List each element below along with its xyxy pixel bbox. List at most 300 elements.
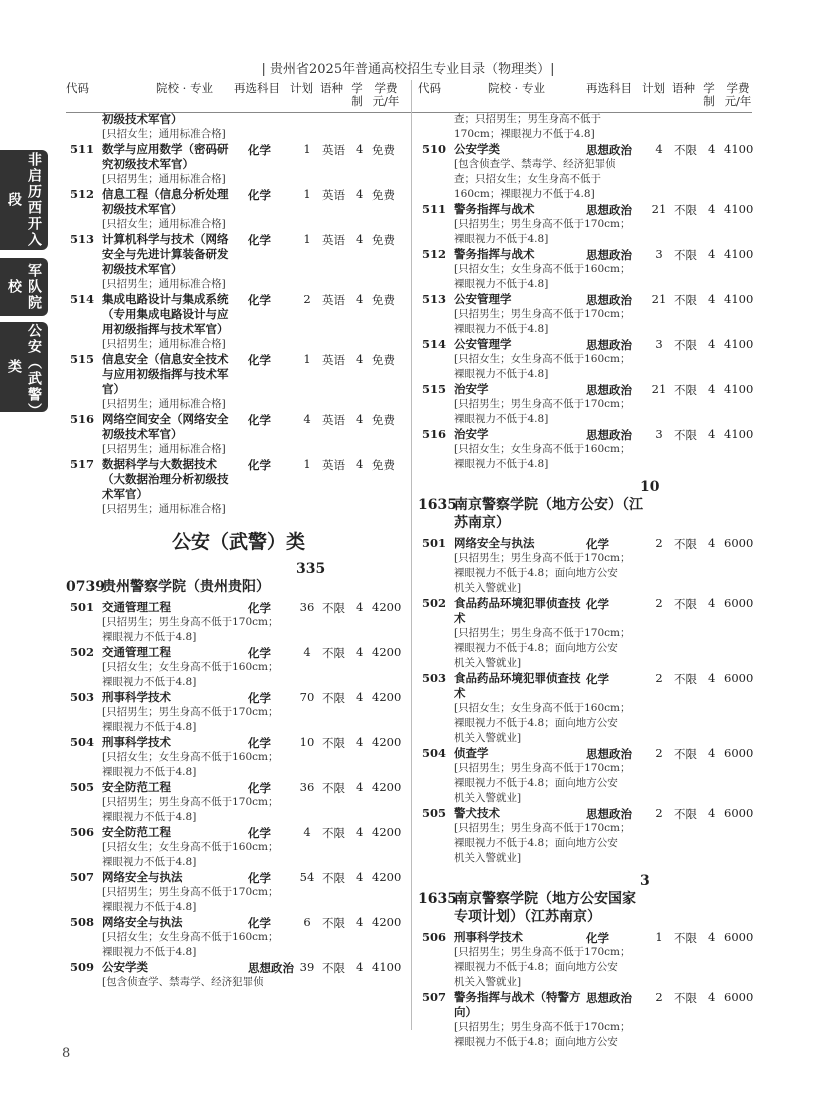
entry-plan: 1 bbox=[303, 352, 311, 366]
entry-code: 514 bbox=[421, 337, 446, 351]
entry-subject: 思想政治 bbox=[586, 143, 632, 157]
entry-subject: 化学 bbox=[586, 931, 609, 945]
entry-subject: 思想政治 bbox=[586, 383, 632, 397]
list-item bbox=[418, 746, 763, 806]
entry-plan: 6 bbox=[303, 915, 311, 929]
entry-subject: 思想政治 bbox=[586, 991, 632, 1005]
entry-name: 集成电路设计与集成系统 （专用集成电路设计与应 用初级指挥与技术军官） bbox=[102, 292, 229, 336]
entry-fee: 4100 bbox=[724, 427, 754, 441]
entry-lang: 英语 bbox=[322, 413, 345, 427]
entry-fee: 4200 bbox=[372, 915, 402, 929]
entry-years: 4 bbox=[708, 990, 716, 1004]
col-code: 代码 bbox=[418, 81, 441, 95]
entry-years: 4 bbox=[356, 412, 364, 426]
list-item bbox=[418, 990, 763, 1050]
col-school-major: 院校 · 专业 bbox=[488, 81, 545, 95]
column-divider bbox=[411, 80, 412, 1030]
entry-note: [只招男生；通用标准合格] bbox=[102, 173, 226, 185]
entry-name: 安全防范工程 bbox=[102, 780, 171, 794]
entry-note: [只招女生；女生身高不低于160cm； 裸眼视力不低于4.8] bbox=[102, 931, 279, 958]
entry-subject: 化学 bbox=[248, 353, 271, 367]
entry-years: 4 bbox=[708, 746, 716, 760]
school-name: 贵州警察学院（贵州贵阳） bbox=[102, 579, 270, 595]
entry-lang: 不限 bbox=[322, 601, 345, 615]
entry-code: 512 bbox=[421, 247, 446, 261]
col-lang: 语种 bbox=[320, 81, 343, 95]
entry-note: [只招男生；男生身高不低于170cm； 裸眼视力不低于4.8] bbox=[454, 398, 631, 425]
entry-subject: 思想政治 bbox=[586, 248, 632, 262]
column-header-right bbox=[418, 82, 763, 112]
entry-lang: 不限 bbox=[322, 646, 345, 660]
entry-lang: 不限 bbox=[674, 203, 697, 217]
list-item bbox=[418, 930, 763, 990]
entry-plan: 39 bbox=[299, 960, 315, 974]
col-plan: 计划 bbox=[290, 81, 313, 95]
entry-years: 4 bbox=[356, 187, 364, 201]
entry-note: 查；只招男生；男生身高不低于 170cm；裸眼视力不低于4.8] bbox=[454, 113, 601, 140]
entry-code: 505 bbox=[69, 780, 94, 794]
entry-note: [只招男生；男生身高不低于170cm； 裸眼视力不低于4.8；面向地方公安 机关入警就业] bbox=[454, 822, 631, 864]
entry-name: 侦查学 bbox=[454, 746, 489, 760]
entry-years: 4 bbox=[356, 915, 364, 929]
list-item bbox=[66, 780, 411, 825]
entry-fee: 免费 bbox=[372, 458, 395, 472]
entry-subject: 思想政治 bbox=[586, 293, 632, 307]
school-name: 南京警察学院（地方公安国家 专项计划）（江苏南京） bbox=[454, 891, 636, 925]
entry-fee: 免费 bbox=[372, 413, 395, 427]
entry-plan: 2 bbox=[655, 746, 663, 760]
entry-plan: 2 bbox=[655, 990, 663, 1004]
list-item bbox=[66, 142, 411, 187]
entry-fee: 4200 bbox=[372, 870, 402, 884]
entry-lang: 英语 bbox=[322, 293, 345, 307]
entry-years: 4 bbox=[708, 596, 716, 610]
entry-subject: 化学 bbox=[248, 601, 271, 615]
entry-code: 509 bbox=[69, 960, 94, 974]
list-item bbox=[418, 337, 763, 382]
entry-code: 501 bbox=[69, 600, 94, 614]
entry-name: 计算机科学与技术（网络 安全与先进计算装备研发 初级技术军官） bbox=[102, 232, 229, 276]
entry-name: 安全防范工程 bbox=[102, 825, 171, 839]
entry-lang: 英语 bbox=[322, 353, 345, 367]
entry-code: 515 bbox=[69, 352, 94, 366]
entry-years: 4 bbox=[708, 806, 716, 820]
entry-fee: 4100 bbox=[372, 960, 402, 974]
page-header: | 贵州省2025年普通高校招生专业目录（物理类）| bbox=[261, 62, 555, 77]
entry-plan: 1 bbox=[303, 142, 311, 156]
entry-lang: 不限 bbox=[322, 736, 345, 750]
entry-note: [只招男生；通用标准合格] bbox=[102, 503, 226, 515]
entry-fee: 4100 bbox=[724, 292, 754, 306]
entry-note: [只招男生；男生身高不低于170cm； 裸眼视力不低于4.8] bbox=[102, 706, 279, 733]
left-column bbox=[66, 112, 411, 990]
entry-subject: 思想政治 bbox=[586, 203, 632, 217]
entry-note: [只招女生；女生身高不低于160cm； 裸眼视力不低于4.8] bbox=[454, 353, 631, 380]
entry-fee: 4200 bbox=[372, 780, 402, 794]
entry-code: 504 bbox=[421, 746, 446, 760]
col-fee: 学费 元/年 bbox=[724, 81, 752, 108]
entry-code: 512 bbox=[69, 187, 94, 201]
entry-lang: 不限 bbox=[674, 293, 697, 307]
school-code: 1635 bbox=[418, 497, 457, 513]
school-total: 3 bbox=[640, 873, 650, 889]
entry-years: 4 bbox=[708, 142, 716, 156]
entry-note: [只招女生；女生身高不低于160cm； 裸眼视力不低于4.8；面向地方公安 机关入警就业] bbox=[454, 702, 631, 744]
entry-lang: 英语 bbox=[322, 233, 345, 247]
entry-fee: 4100 bbox=[724, 202, 754, 216]
col-subject: 再选科目 bbox=[586, 81, 632, 95]
entry-plan: 1 bbox=[303, 187, 311, 201]
entry-name: 公安管理学 bbox=[454, 292, 512, 306]
entry-note: [只招男生；通用标准合格] bbox=[102, 443, 226, 455]
entry-subject: 化学 bbox=[248, 916, 271, 930]
entry-note: [只招女生；女生身高不低于160cm； 裸眼视力不低于4.8] bbox=[454, 443, 631, 470]
entry-fee: 4100 bbox=[724, 337, 754, 351]
entry-name: 食品药品环境犯罪侦查技 术 bbox=[454, 596, 581, 625]
entry-plan: 54 bbox=[299, 870, 315, 884]
col-school-major: 院校 · 专业 bbox=[156, 81, 213, 95]
school-total: 10 bbox=[640, 479, 660, 495]
list-item bbox=[66, 232, 411, 292]
entry-plan: 4 bbox=[303, 825, 311, 839]
entry-lang: 不限 bbox=[674, 931, 697, 945]
entry-subject: 化学 bbox=[248, 458, 271, 472]
entry-plan: 21 bbox=[651, 382, 667, 396]
entry-lang: 不限 bbox=[674, 248, 697, 262]
entry-name: 网络安全与执法 bbox=[102, 870, 183, 884]
entry-lang: 不限 bbox=[674, 143, 697, 157]
entry-lang: 不限 bbox=[322, 781, 345, 795]
entry-code: 511 bbox=[421, 202, 446, 216]
entry-note: [只招男生；男生身高不低于170cm； 裸眼视力不低于4.8] bbox=[454, 218, 631, 245]
entry-years: 4 bbox=[708, 930, 716, 944]
entry-note: [只招男生；通用标准合格] bbox=[102, 398, 226, 410]
entry-plan: 36 bbox=[299, 780, 315, 794]
entry-lang: 不限 bbox=[674, 747, 697, 761]
entry-years: 4 bbox=[708, 337, 716, 351]
entry-fee: 6000 bbox=[724, 746, 754, 760]
entry-plan: 36 bbox=[299, 600, 315, 614]
entry-lang: 不限 bbox=[674, 537, 697, 551]
category-title: 公安（武警）类 bbox=[171, 531, 305, 553]
entry-code: 513 bbox=[421, 292, 446, 306]
entry-fee: 6000 bbox=[724, 596, 754, 610]
entry-fee: 4200 bbox=[372, 690, 402, 704]
entry-lang: 不限 bbox=[674, 428, 697, 442]
entry-name: 刑事科学技术 bbox=[454, 930, 523, 944]
entry-plan: 10 bbox=[299, 735, 315, 749]
list-item bbox=[418, 536, 763, 596]
list-item bbox=[66, 735, 411, 780]
entry-fee: 免费 bbox=[372, 143, 395, 157]
entry-code: 508 bbox=[69, 915, 94, 929]
entry-code: 507 bbox=[421, 990, 446, 1004]
list-item bbox=[66, 960, 411, 990]
entry-note: [包含侦查学、禁毒学、经济犯罪侦 bbox=[102, 976, 264, 988]
entry-name: 食品药品环境犯罪侦查技 术 bbox=[454, 671, 581, 700]
entry-name: 刑事科学技术 bbox=[102, 690, 171, 704]
entry-plan: 2 bbox=[655, 671, 663, 685]
entry-name: 警犬技术 bbox=[454, 806, 500, 820]
entry-plan: 1 bbox=[303, 457, 311, 471]
entry-note: [只招女生；女生身高不低于160cm； 裸眼视力不低于4.8] bbox=[102, 751, 279, 778]
list-item bbox=[66, 870, 411, 915]
entry-plan: 3 bbox=[655, 247, 663, 261]
entry-fee: 免费 bbox=[372, 233, 395, 247]
entry-note: [只招男生；男生身高不低于170cm； 裸眼视力不低于4.8；面向地方公安 机关入警就业] bbox=[454, 552, 631, 594]
school-name: 南京警察学院（地方公安）（江 苏南京） bbox=[454, 497, 643, 531]
entry-plan: 1 bbox=[655, 930, 663, 944]
entry-subject: 化学 bbox=[586, 537, 609, 551]
list-item bbox=[66, 690, 411, 735]
entry-years: 4 bbox=[356, 690, 364, 704]
list-item bbox=[418, 382, 763, 427]
entry-code: 503 bbox=[69, 690, 94, 704]
entry-years: 4 bbox=[356, 457, 364, 471]
col-years: 学 制 bbox=[703, 81, 715, 108]
entry-fee: 4200 bbox=[372, 825, 402, 839]
entry-fee: 4200 bbox=[372, 645, 402, 659]
side-tab-1: 非启历西开入段 bbox=[0, 150, 48, 250]
entry-name: 治安学 bbox=[454, 427, 489, 441]
entry-name: 初级技术军官） bbox=[102, 112, 183, 126]
entry-fee: 免费 bbox=[372, 353, 395, 367]
entry-years: 4 bbox=[708, 536, 716, 550]
entry-plan: 2 bbox=[303, 292, 311, 306]
entry-name: 信息工程（信息分析处理 初级技术军官） bbox=[102, 187, 229, 216]
entry-name: 刑事科学技术 bbox=[102, 735, 171, 749]
list-item bbox=[66, 187, 411, 232]
entry-plan: 2 bbox=[655, 596, 663, 610]
col-lang: 语种 bbox=[672, 81, 695, 95]
entry-name: 警务指挥与战术（特警方 向） bbox=[454, 990, 581, 1019]
entry-years: 4 bbox=[356, 292, 364, 306]
entry-subject: 思想政治 bbox=[586, 747, 632, 761]
entry-lang: 不限 bbox=[674, 807, 697, 821]
entry-name: 交通管理工程 bbox=[102, 600, 171, 614]
entry-subject: 思想政治 bbox=[586, 807, 632, 821]
list-item bbox=[66, 600, 411, 645]
entry-years: 4 bbox=[708, 671, 716, 685]
entry-plan: 21 bbox=[651, 202, 667, 216]
entry-fee: 免费 bbox=[372, 293, 395, 307]
entry-name: 公安学类 bbox=[454, 142, 500, 156]
entry-name: 公安学类 bbox=[102, 960, 148, 974]
entry-name: 公安管理学 bbox=[454, 337, 512, 351]
side-tab-2: 军队院校 bbox=[0, 258, 48, 316]
entry-name: 信息安全（信息安全技术 与应用初级指挥与技术军 官） bbox=[102, 352, 229, 396]
entry-years: 4 bbox=[356, 735, 364, 749]
list-item bbox=[418, 427, 763, 472]
entry-note: [只招女生；女生身高不低于160cm； 裸眼视力不低于4.8] bbox=[102, 841, 279, 868]
entry-code: 515 bbox=[421, 382, 446, 396]
entry-fee: 4100 bbox=[724, 142, 754, 156]
list-item bbox=[418, 596, 763, 671]
entry-note: [只招男生；男生身高不低于170cm； 裸眼视力不低于4.8；面向地方公安 bbox=[454, 1021, 631, 1048]
entry-lang: 不限 bbox=[674, 338, 697, 352]
entry-years: 4 bbox=[708, 292, 716, 306]
entry-subject: 思想政治 bbox=[248, 961, 294, 975]
entry-note: [包含侦查学、禁毒学、经济犯罪侦 查；只招女生；女生身高不低于 160cm；裸眼视力不低于4.8] bbox=[454, 158, 616, 200]
entry-name: 网络安全与执法 bbox=[454, 536, 535, 550]
entry-name: 网络安全与执法 bbox=[102, 915, 183, 929]
entry-years: 4 bbox=[356, 960, 364, 974]
list-item bbox=[418, 142, 763, 202]
entry-plan: 3 bbox=[655, 337, 663, 351]
entry-name: 网络空间安全（网络安全 初级技术军官） bbox=[102, 412, 229, 441]
entry-plan: 70 bbox=[299, 690, 315, 704]
entry-code: 506 bbox=[421, 930, 446, 944]
entry-code: 502 bbox=[69, 645, 94, 659]
entry-fee: 4200 bbox=[372, 735, 402, 749]
entry-note: [只招女生；通用标准合格] bbox=[102, 218, 226, 230]
col-fee: 学费 元/年 bbox=[372, 81, 400, 108]
list-item bbox=[418, 806, 763, 866]
entry-plan: 2 bbox=[655, 806, 663, 820]
school-total: 335 bbox=[296, 561, 326, 577]
entry-code: 511 bbox=[69, 142, 94, 156]
school-code: 0739 bbox=[66, 579, 105, 595]
entry-lang: 不限 bbox=[674, 383, 697, 397]
school-heading bbox=[418, 478, 763, 532]
entry-years: 4 bbox=[356, 142, 364, 156]
entry-subject: 化学 bbox=[586, 672, 609, 686]
entry-lang: 不限 bbox=[674, 672, 697, 686]
entry-subject: 化学 bbox=[248, 646, 271, 660]
entry-lang: 不限 bbox=[674, 597, 697, 611]
entry-lang: 英语 bbox=[322, 188, 345, 202]
list-item bbox=[66, 352, 411, 412]
entry-years: 4 bbox=[708, 247, 716, 261]
entry-fee: 6000 bbox=[724, 806, 754, 820]
school-code: 1635 bbox=[418, 891, 457, 907]
entry-code: 501 bbox=[421, 536, 446, 550]
entry-years: 4 bbox=[356, 352, 364, 366]
col-plan: 计划 bbox=[642, 81, 665, 95]
entry-fee: 4200 bbox=[372, 600, 402, 614]
list-item bbox=[418, 202, 763, 247]
list-item bbox=[66, 112, 411, 142]
entry-code: 516 bbox=[421, 427, 446, 441]
col-code: 代码 bbox=[66, 81, 89, 95]
entry-code: 506 bbox=[69, 825, 94, 839]
entry-subject: 化学 bbox=[248, 826, 271, 840]
entry-subject: 化学 bbox=[248, 188, 271, 202]
entry-code: 502 bbox=[421, 596, 446, 610]
entry-lang: 不限 bbox=[322, 961, 345, 975]
entry-code: 503 bbox=[421, 671, 446, 685]
entry-years: 4 bbox=[356, 780, 364, 794]
entry-lang: 不限 bbox=[322, 691, 345, 705]
col-subject: 再选科目 bbox=[234, 81, 280, 95]
entry-subject: 化学 bbox=[248, 143, 271, 157]
entry-subject: 化学 bbox=[248, 736, 271, 750]
entry-code: 517 bbox=[69, 457, 94, 471]
entry-fee: 6000 bbox=[724, 930, 754, 944]
school-heading bbox=[66, 560, 411, 596]
list-item bbox=[418, 112, 763, 142]
entry-plan: 1 bbox=[303, 232, 311, 246]
list-item bbox=[66, 457, 411, 517]
entry-note: [只招女生；通用标准合格] bbox=[102, 128, 226, 140]
entry-code: 504 bbox=[69, 735, 94, 749]
entry-lang: 不限 bbox=[674, 991, 697, 1005]
school-heading bbox=[418, 872, 763, 926]
entry-years: 4 bbox=[708, 382, 716, 396]
entry-note: [只招男生；通用标准合格] bbox=[102, 338, 226, 350]
entry-subject: 化学 bbox=[586, 597, 609, 611]
entry-plan: 4 bbox=[303, 412, 311, 426]
entry-subject: 思想政治 bbox=[586, 338, 632, 352]
entry-years: 4 bbox=[356, 825, 364, 839]
entry-note: [只招女生；女生身高不低于160cm； 裸眼视力不低于4.8] bbox=[454, 263, 631, 290]
entry-subject: 化学 bbox=[248, 293, 271, 307]
entry-plan: 4 bbox=[303, 645, 311, 659]
entry-lang: 不限 bbox=[322, 916, 345, 930]
column-header-left bbox=[66, 82, 411, 112]
entry-note: [只招男生；男生身高不低于170cm； 裸眼视力不低于4.8] bbox=[102, 886, 279, 913]
entry-name: 数学与应用数学（密码研 究初级技术军官） bbox=[102, 142, 229, 171]
list-item bbox=[66, 825, 411, 870]
entry-years: 4 bbox=[356, 232, 364, 246]
entry-name: 交通管理工程 bbox=[102, 645, 171, 659]
list-item bbox=[66, 645, 411, 690]
entry-lang: 英语 bbox=[322, 458, 345, 472]
entry-name: 警务指挥与战术 bbox=[454, 247, 535, 261]
list-item bbox=[66, 915, 411, 960]
side-tab-3: 公安（武警）类 bbox=[0, 322, 48, 412]
entry-fee: 6000 bbox=[724, 671, 754, 685]
entry-code: 514 bbox=[69, 292, 94, 306]
entry-note: [只招男生；男生身高不低于170cm； 裸眼视力不低于4.8] bbox=[102, 796, 279, 823]
entry-subject: 化学 bbox=[248, 871, 271, 885]
entry-plan: 21 bbox=[651, 292, 667, 306]
list-item bbox=[66, 412, 411, 457]
entry-fee: 4100 bbox=[724, 247, 754, 261]
entry-note: [只招男生；男生身高不低于170cm； 裸眼视力不低于4.8] bbox=[454, 308, 631, 335]
entry-fee: 6000 bbox=[724, 536, 754, 550]
entry-subject: 化学 bbox=[248, 781, 271, 795]
entry-lang: 不限 bbox=[322, 871, 345, 885]
entry-fee: 免费 bbox=[372, 188, 395, 202]
entry-code: 510 bbox=[421, 142, 446, 156]
list-item bbox=[418, 247, 763, 292]
entry-lang: 不限 bbox=[322, 826, 345, 840]
entry-years: 4 bbox=[708, 427, 716, 441]
entry-years: 4 bbox=[356, 600, 364, 614]
entry-subject: 思想政治 bbox=[586, 428, 632, 442]
entry-note: [只招男生；男生身高不低于170cm； 裸眼视力不低于4.8；面向地方公安 机关入警就业] bbox=[454, 762, 631, 804]
page-number: 8 bbox=[62, 1046, 71, 1061]
entry-years: 4 bbox=[356, 870, 364, 884]
entry-name: 数据科学与大数据技术 （大数据治理分析初级技 术军官） bbox=[102, 457, 229, 501]
list-item bbox=[418, 292, 763, 337]
right-column bbox=[418, 112, 763, 1050]
entry-years: 4 bbox=[356, 645, 364, 659]
entry-subject: 化学 bbox=[248, 691, 271, 705]
list-item bbox=[66, 292, 411, 352]
entry-plan: 2 bbox=[655, 536, 663, 550]
entry-note: [只招女生；女生身高不低于160cm； 裸眼视力不低于4.8] bbox=[102, 661, 279, 688]
entry-note: [只招男生；通用标准合格] bbox=[102, 278, 226, 290]
entry-fee: 4100 bbox=[724, 382, 754, 396]
entry-code: 505 bbox=[421, 806, 446, 820]
entry-code: 513 bbox=[69, 232, 94, 246]
col-years: 学 制 bbox=[351, 81, 363, 108]
entry-note: [只招男生；男生身高不低于170cm； 裸眼视力不低于4.8；面向地方公安 机关入警就业] bbox=[454, 946, 631, 988]
entry-note: [只招男生；男生身高不低于170cm； 裸眼视力不低于4.8；面向地方公安 机关入警就业] bbox=[454, 627, 631, 669]
entry-subject: 化学 bbox=[248, 413, 271, 427]
